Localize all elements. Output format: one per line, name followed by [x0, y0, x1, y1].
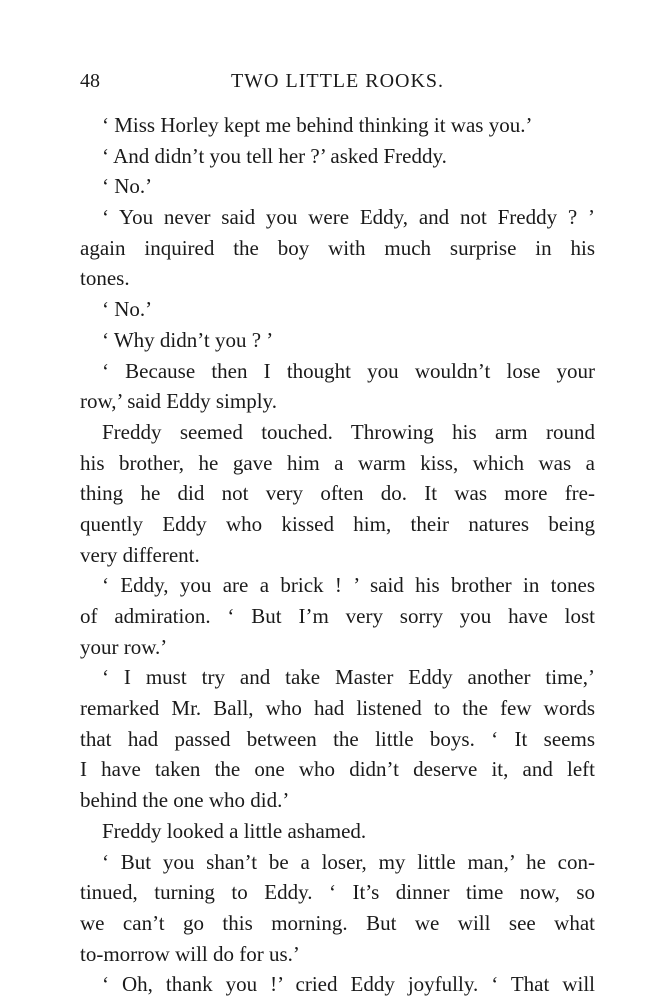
text-line: ‘ No.’	[102, 297, 153, 322]
text-line: ‘ Oh, thank you !’ cried Eddy joyfully. ‘ That will	[102, 972, 595, 997]
text-line: your row.’	[80, 634, 168, 659]
text-line: ‘ Because then I thought you wouldn’t lose your	[102, 358, 595, 383]
text-line: ‘ No.’	[102, 174, 153, 199]
page-number: 48	[80, 70, 100, 92]
text-line: ‘ And didn’t you tell her ?’ asked Freddy.	[102, 143, 447, 168]
text-line: I have taken the one who didn’t deserve it, and left	[80, 757, 595, 782]
text-line: quently Eddy who kissed him, their natures being	[80, 511, 595, 536]
text-line: behind the one who did.’	[80, 788, 290, 813]
text-line: his brother, he gave him a warm kiss, which was a	[80, 450, 595, 475]
text-line: ‘ You never said you were Eddy, and not Freddy ? ’	[102, 205, 595, 230]
text-line: ‘ But you shan’t be a loser, my little man,’ he con-	[102, 849, 595, 874]
text-line: remarked Mr. Ball, who had listened to the few words	[80, 696, 595, 721]
text-line: row,’ said Eddy simply.	[80, 389, 277, 414]
text-line: to-morrow will do for us.’	[80, 941, 300, 966]
text-line: of admiration. ‘ But I’m very sorry you have lost	[80, 604, 595, 628]
text-line: ‘ Why didn’t you ? ’	[102, 327, 274, 352]
text-line: ‘ Eddy, you are a brick ! ’ said his brother in tones	[102, 573, 595, 598]
text-line: again inquired the boy with much surprise in his	[80, 235, 595, 260]
text-line: ‘ Miss Horley kept me behind thinking it was you.’	[102, 113, 533, 137]
text-line: Freddy seemed touched. Throwing his arm round	[102, 419, 595, 444]
body-text	[80, 110, 595, 1000]
text-line: tinued, turning to Eddy. ‘ It’s dinner time now, so	[80, 880, 595, 905]
text-line: we can’t go this morning. But we will see what	[80, 910, 595, 935]
text-line: Freddy looked a little ashamed.	[102, 818, 367, 843]
page-header	[80, 70, 595, 100]
text-line: ‘ I must try and take Master Eddy another time,’	[102, 665, 595, 690]
text-line: thing he did not very often do. It was more fre-	[80, 481, 595, 506]
text-line: tones.	[80, 266, 130, 291]
text-line: that had passed between the little boys. ‘ It seems	[80, 726, 595, 751]
text-line: very different.	[80, 542, 200, 567]
running-title: TWO LITTLE ROOKS.	[230, 70, 445, 92]
